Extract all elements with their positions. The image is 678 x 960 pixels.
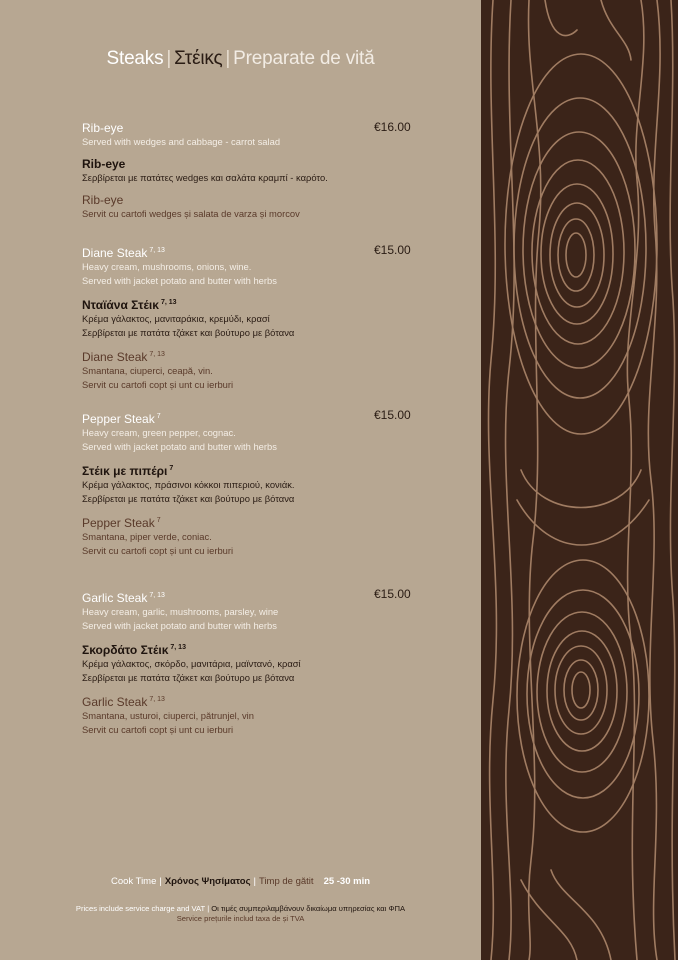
- item-desc-gr: Κρέμα γάλακτος, πράσινοι κόκκοι πιπεριού, κονιάκ.: [82, 479, 295, 490]
- separator: |: [253, 876, 256, 887]
- item-desc-gr: Σερβίρεται με πατάτα τζάκετ και βούτυρο με βότανα: [82, 327, 295, 338]
- title-en: Steaks: [106, 48, 164, 69]
- menu-item-pepper-steak: [82, 410, 412, 558]
- allergen-codes: 7, 13: [149, 247, 165, 254]
- title-separator: |: [166, 48, 172, 69]
- item-name-gr: Σκορδάτο Στέικ $^{7, 13}$: [82, 643, 186, 657]
- item-desc-en: Heavy cream, garlic, mushrooms, parsley, wine: [82, 606, 279, 617]
- item-desc-en: Heavy cream, green pepper, cognac.: [82, 427, 236, 438]
- item-name-en: Garlic Steak $^{7, 13}$: [82, 591, 165, 605]
- cook-time-gr: Χρόνος Ψησίματος: [164, 876, 251, 887]
- item-desc-gr: Κρέμα γάλακτος, σκόρδο, μανιτάρια, μαϊντανό, κρασί: [82, 658, 301, 669]
- item-desc-ro: Smantana, piper verde, coniac.: [82, 531, 212, 542]
- item-desc-ro: Servit cu cartofi copt și unt cu ierburi: [82, 724, 234, 735]
- wood-grain-panel: [481, 0, 678, 960]
- item-name-gr: Rib-eye: [82, 157, 126, 171]
- item-name-en: Pepper Steak $^7$: [82, 412, 161, 426]
- menu-item-diane-steak: [82, 244, 412, 392]
- allergen-codes: 7, 13: [149, 351, 165, 358]
- item-price: €16.00: [374, 120, 411, 134]
- item-name-gr: Στέικ με πιπέρι $^7$: [82, 464, 174, 478]
- item-desc-gr: Κρέμα γάλακτος, μανιταράκια, κρεμύδι, κρασί: [82, 313, 270, 324]
- item-name-ro: Rib-eye: [82, 193, 124, 207]
- item-name-ro: Diane Steak $^{7, 13}$: [82, 350, 165, 364]
- cook-time-value: 25 -30 min: [323, 876, 371, 887]
- cook-time-ro: Timp de gătit: [259, 876, 314, 887]
- allergen-codes: 7, 13: [149, 696, 165, 703]
- title-ro: Preparate de vită: [233, 48, 375, 69]
- separator: |: [207, 904, 210, 913]
- allergen-codes: 7, 13: [160, 299, 177, 306]
- notice-en: Prices include service charge and VAT: [75, 904, 206, 913]
- cook-time-en: Cook Time: [110, 876, 157, 887]
- item-desc-en: Served with wedges and cabbage - carrot salad: [82, 136, 281, 147]
- allergen-codes: 7: [169, 465, 174, 472]
- item-name-ro: Garlic Steak $^{7, 13}$: [82, 695, 165, 709]
- allergen-codes: 7: [156, 517, 161, 524]
- item-name-en: Rib-eye: [82, 121, 124, 135]
- item-price: €15.00: [374, 408, 411, 422]
- page-title: [0, 48, 481, 70]
- allergen-codes: 7: [156, 413, 161, 420]
- title-gr: Στέικς: [174, 48, 223, 69]
- allergen-codes: 7, 13: [170, 644, 186, 651]
- item-desc-en: Heavy cream, mushrooms, onions, wine.: [82, 261, 252, 272]
- item-desc-ro: Servit cu cartofi wedges și salata de varza și morcov: [82, 208, 300, 219]
- item-price: €15.00: [374, 587, 411, 601]
- item-desc-gr: Σερβίρεται με πατάτες wedges και σαλάτα κραμπί - καρότο.: [82, 172, 328, 183]
- separator: |: [159, 876, 162, 887]
- item-name-ro: Pepper Steak $^7$: [82, 516, 161, 530]
- menu-item-garlic-steak: [82, 589, 412, 737]
- cook-time-line: [0, 876, 481, 887]
- item-desc-gr: Σερβίρεται με πατάτα τζάκετ και βούτυρο με βότανα: [82, 493, 295, 504]
- item-name-gr: Νταϊάνα Στέικ $^{7, 13}$: [82, 298, 177, 312]
- item-desc-en: Served with jacket potato and butter with herbs: [82, 275, 277, 286]
- notice-gr: Οι τιμές συμπεριλαμβάνουν δικαίωμα υπηρεσίας και ΦΠΑ: [211, 904, 406, 913]
- item-desc-ro: Servit cu cartofi copt și unt cu ierburi: [82, 379, 234, 390]
- allergen-codes: 7, 13: [149, 592, 165, 599]
- price-notice: [0, 904, 481, 924]
- menu-item-rib-eye: [82, 121, 412, 221]
- item-desc-ro: Servit cu cartofi copt și unt cu ierburi: [82, 545, 234, 556]
- item-price: €15.00: [374, 243, 411, 257]
- wood-grain-illustration: [481, 0, 678, 960]
- item-desc-ro: Smantana, ciuperci, ceapă, vin.: [82, 365, 213, 376]
- title-separator: |: [225, 48, 231, 69]
- item-desc-ro: Smantana, usturoi, ciuperci, pătrunjel, vin: [82, 710, 254, 721]
- notice-ro: Service prețurile includ taxa de și TVA: [176, 914, 305, 923]
- item-name-en: Diane Steak $^{7, 13}$: [82, 246, 165, 260]
- item-desc-en: Served with jacket potato and butter with herbs: [82, 441, 277, 452]
- item-desc-gr: Σερβίρεται με πατάτα τζάκετ και βούτυρο με βότανα: [82, 672, 295, 683]
- item-desc-en: Served with jacket potato and butter with herbs: [82, 620, 277, 631]
